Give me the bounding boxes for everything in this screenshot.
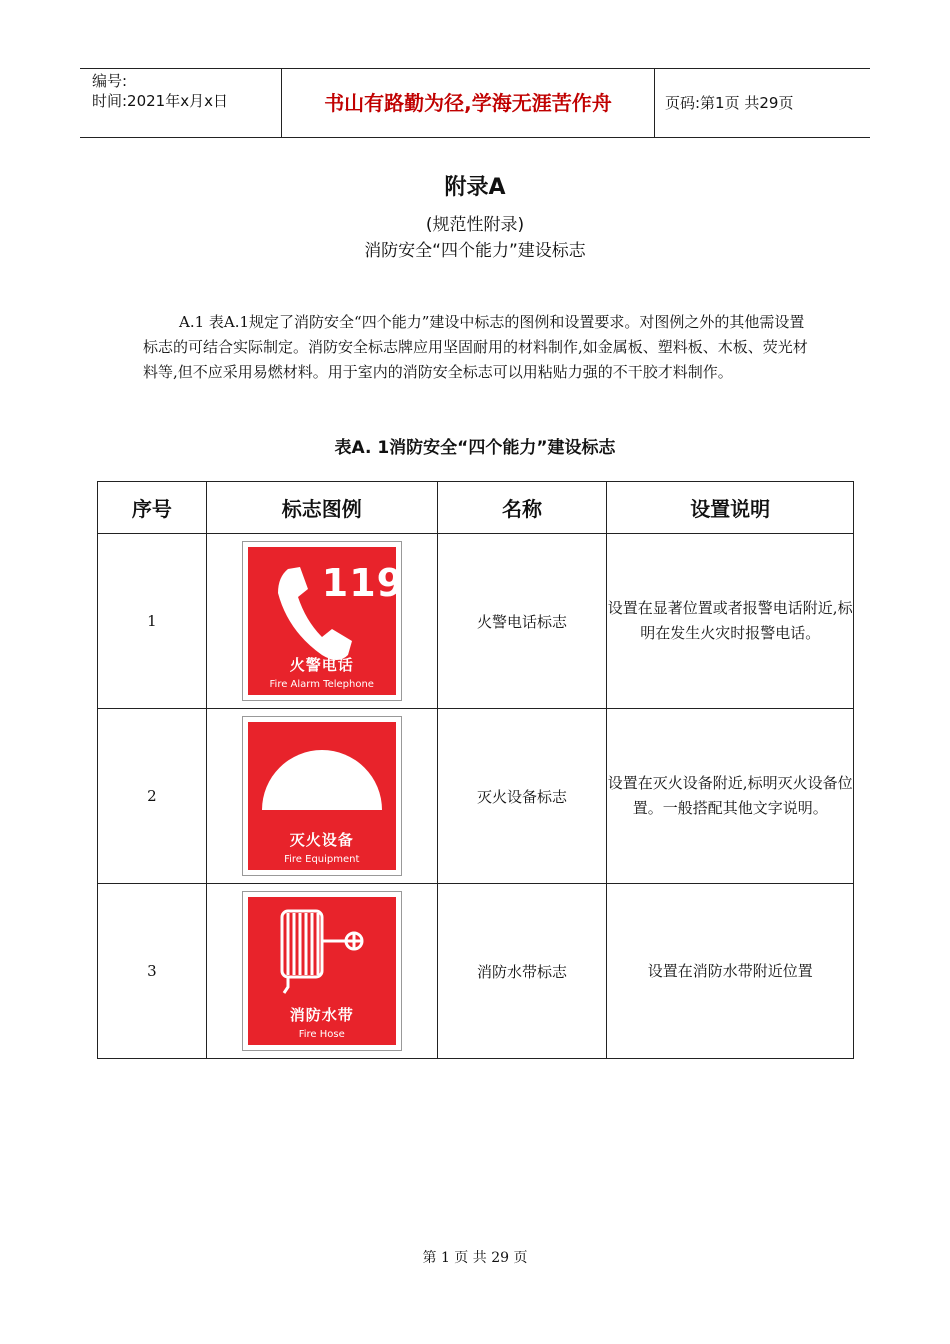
signs-table [97, 481, 854, 1059]
sign-en-label: Fire Alarm Telephone [269, 679, 374, 690]
appendix-title: 附录A [444, 175, 506, 200]
appendix-subtitle-topic: 消防安全“四个能力”建设标志 [364, 241, 586, 261]
row-name: 灭火设备标志 [437, 709, 607, 884]
sign-en-label: Fire Hose [298, 1029, 345, 1040]
fire-alarm-telephone-sign [242, 541, 405, 701]
header-motto: 书山有路勤为径,学海无涯苦作舟 [282, 69, 655, 137]
row-desc: 设置在灭火设备附近,标明灭火设备位置。一般搭配其他文字说明。 [607, 709, 854, 884]
page-footer: 第 1 页 共 29 页 [422, 1250, 528, 1266]
table-row [98, 709, 854, 884]
sign-cn-label: 消防水带 [289, 1006, 354, 1024]
sign-cell [206, 534, 437, 709]
fire-hose-sign [242, 891, 402, 1051]
header-page-info: 页码:第1页 共29页 [665, 94, 794, 112]
page-header [80, 68, 870, 138]
col-header-name: 名称 [437, 482, 607, 534]
time-label: 时间:2021年x月x日 [92, 92, 228, 110]
sign-cn-label: 火警电话 [289, 656, 354, 674]
row-desc: 设置在显著位置或者报警电话附近,标明在发生火灾时报警电话。 [607, 534, 854, 709]
row-desc: 设置在消防水带附近位置 [607, 884, 854, 1059]
sign-cell [206, 709, 437, 884]
table-title: 表A. 1消防安全“四个能力”建设标志 [334, 438, 616, 458]
table-row [98, 534, 854, 709]
row-name: 消防水带标志 [437, 884, 607, 1059]
fire-equipment-sign [242, 716, 402, 876]
col-header-desc: 设置说明 [607, 482, 854, 534]
appendix-subtitle-normative: (规范性附录) [425, 215, 525, 235]
row-index: 2 [98, 709, 207, 884]
sign-en-label: Fire Equipment [284, 854, 360, 865]
row-name: 火警电话标志 [437, 534, 607, 709]
sign-cn-label: 灭火设备 [289, 831, 354, 849]
col-header-sign: 标志图例 [206, 482, 437, 534]
header-meta [80, 69, 282, 137]
row-index: 3 [98, 884, 207, 1059]
table-row [98, 884, 854, 1059]
intro-paragraph: A.1 表A.1规定了消防安全“四个能力”建设中标志的图例和设置要求。对图例之外的其他需设置标志的可结合实际制定。消防安全标志牌应用坚固耐用的材料制作,如金属板、塑料板、木板、荧光材料等,但不应采用易燃材料。用于室内的消防安全标志可以用粘贴力强的不干胶才料制作。 [143, 313, 808, 381]
col-header-index: 序号 [98, 482, 207, 534]
table-header-row [98, 482, 854, 534]
row-index: 1 [98, 534, 207, 709]
sign-cell [206, 884, 437, 1059]
number-label: 编号: [92, 72, 128, 90]
sign-number: 119 [321, 561, 405, 605]
